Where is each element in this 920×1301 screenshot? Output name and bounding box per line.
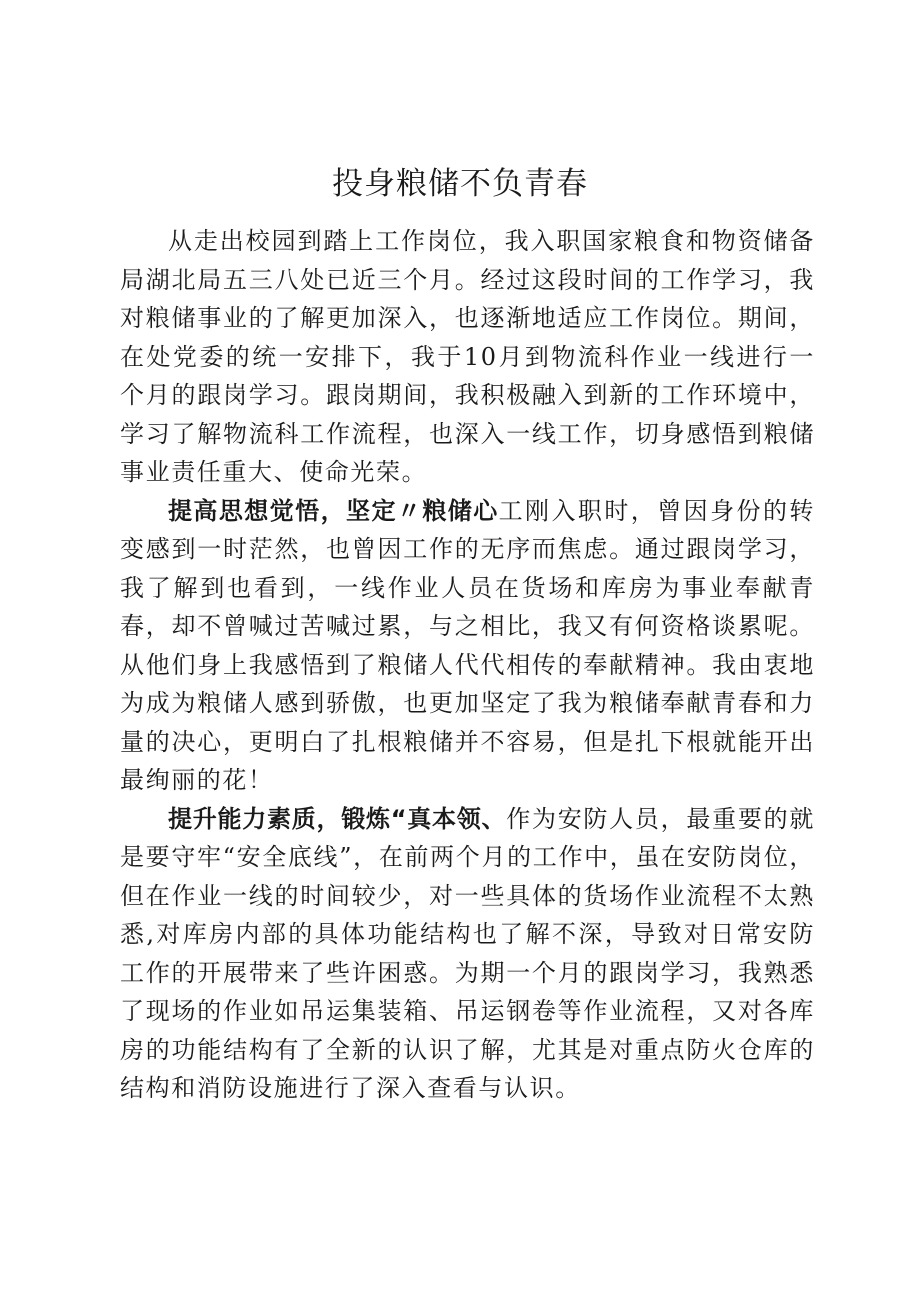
document-title: 投身粮储不负青春 <box>332 166 588 202</box>
document-body <box>120 222 815 1108</box>
paragraph-ideology-text: 工刚入职时，曾因身份的转变感到一时茫然，也曾因工作的无序而焦虑。通过跟岗学习，我了解到也看到，一线作业人员在货场和库房为事业奉献青春，却不曾喊过苦喊过累，与之相比，我又有何资格谈累呢。从他们身上我感悟到了粮储人代代相传的奉献精神。我由衷地为成为粮储人感到骄傲，也更加坚定了我为粮储奉献青春和力量的决心，更明白了扎根粮储并不容易，但是扎下根就能开出最绚丽的花！ <box>120 496 815 794</box>
paragraph-ability <box>120 800 815 1108</box>
paragraph-intro <box>120 222 815 492</box>
paragraph-ability-heading: 提升能力素质，锻炼“真本领、 <box>168 804 507 833</box>
paragraph-ability-text: 作为安防人员，最重要的就是要守牢“安全底线”，在前两个月的工作中，虽在安防岗位，但在作业一线的时间较少，对一些具体的货场作业流程不太熟悉,对库房内部的具体功能结构也了解不深，导致对日常安防工作的开展带来了些许困惑。为期一个月的跟岗学习，我熟悉了现场的作业如吊运集装箱、吊运钢卷等作业流程，又对各库房的功能结构有了全新的认识了解，尤其是对重点防火仓库的结构和消防设施进行了深入查看与认识。 <box>120 804 815 1102</box>
paragraph-intro-text: 从走出校园到踏上工作岗位，我入职国家粮食和物资储备局湖北局五三八处已近三个月。经过这段时间的工作学习，我对粮储事业的了解更加深入，也逐渐地适应工作岗位。期间，在处党委的统一安排下，我于10月到物流科作业一线进行一个月的跟岗学习。跟岗期间，我积极融入到新的工作环境中，学习了解物流科工作流程，也深入一线工作，切身感悟到粮储事业责任重大、使命光荣。 <box>120 227 815 486</box>
paragraph-ideology <box>120 492 815 800</box>
paragraph-ideology-heading: 提高思想觉悟，坚定〃粮储心 <box>168 496 499 525</box>
